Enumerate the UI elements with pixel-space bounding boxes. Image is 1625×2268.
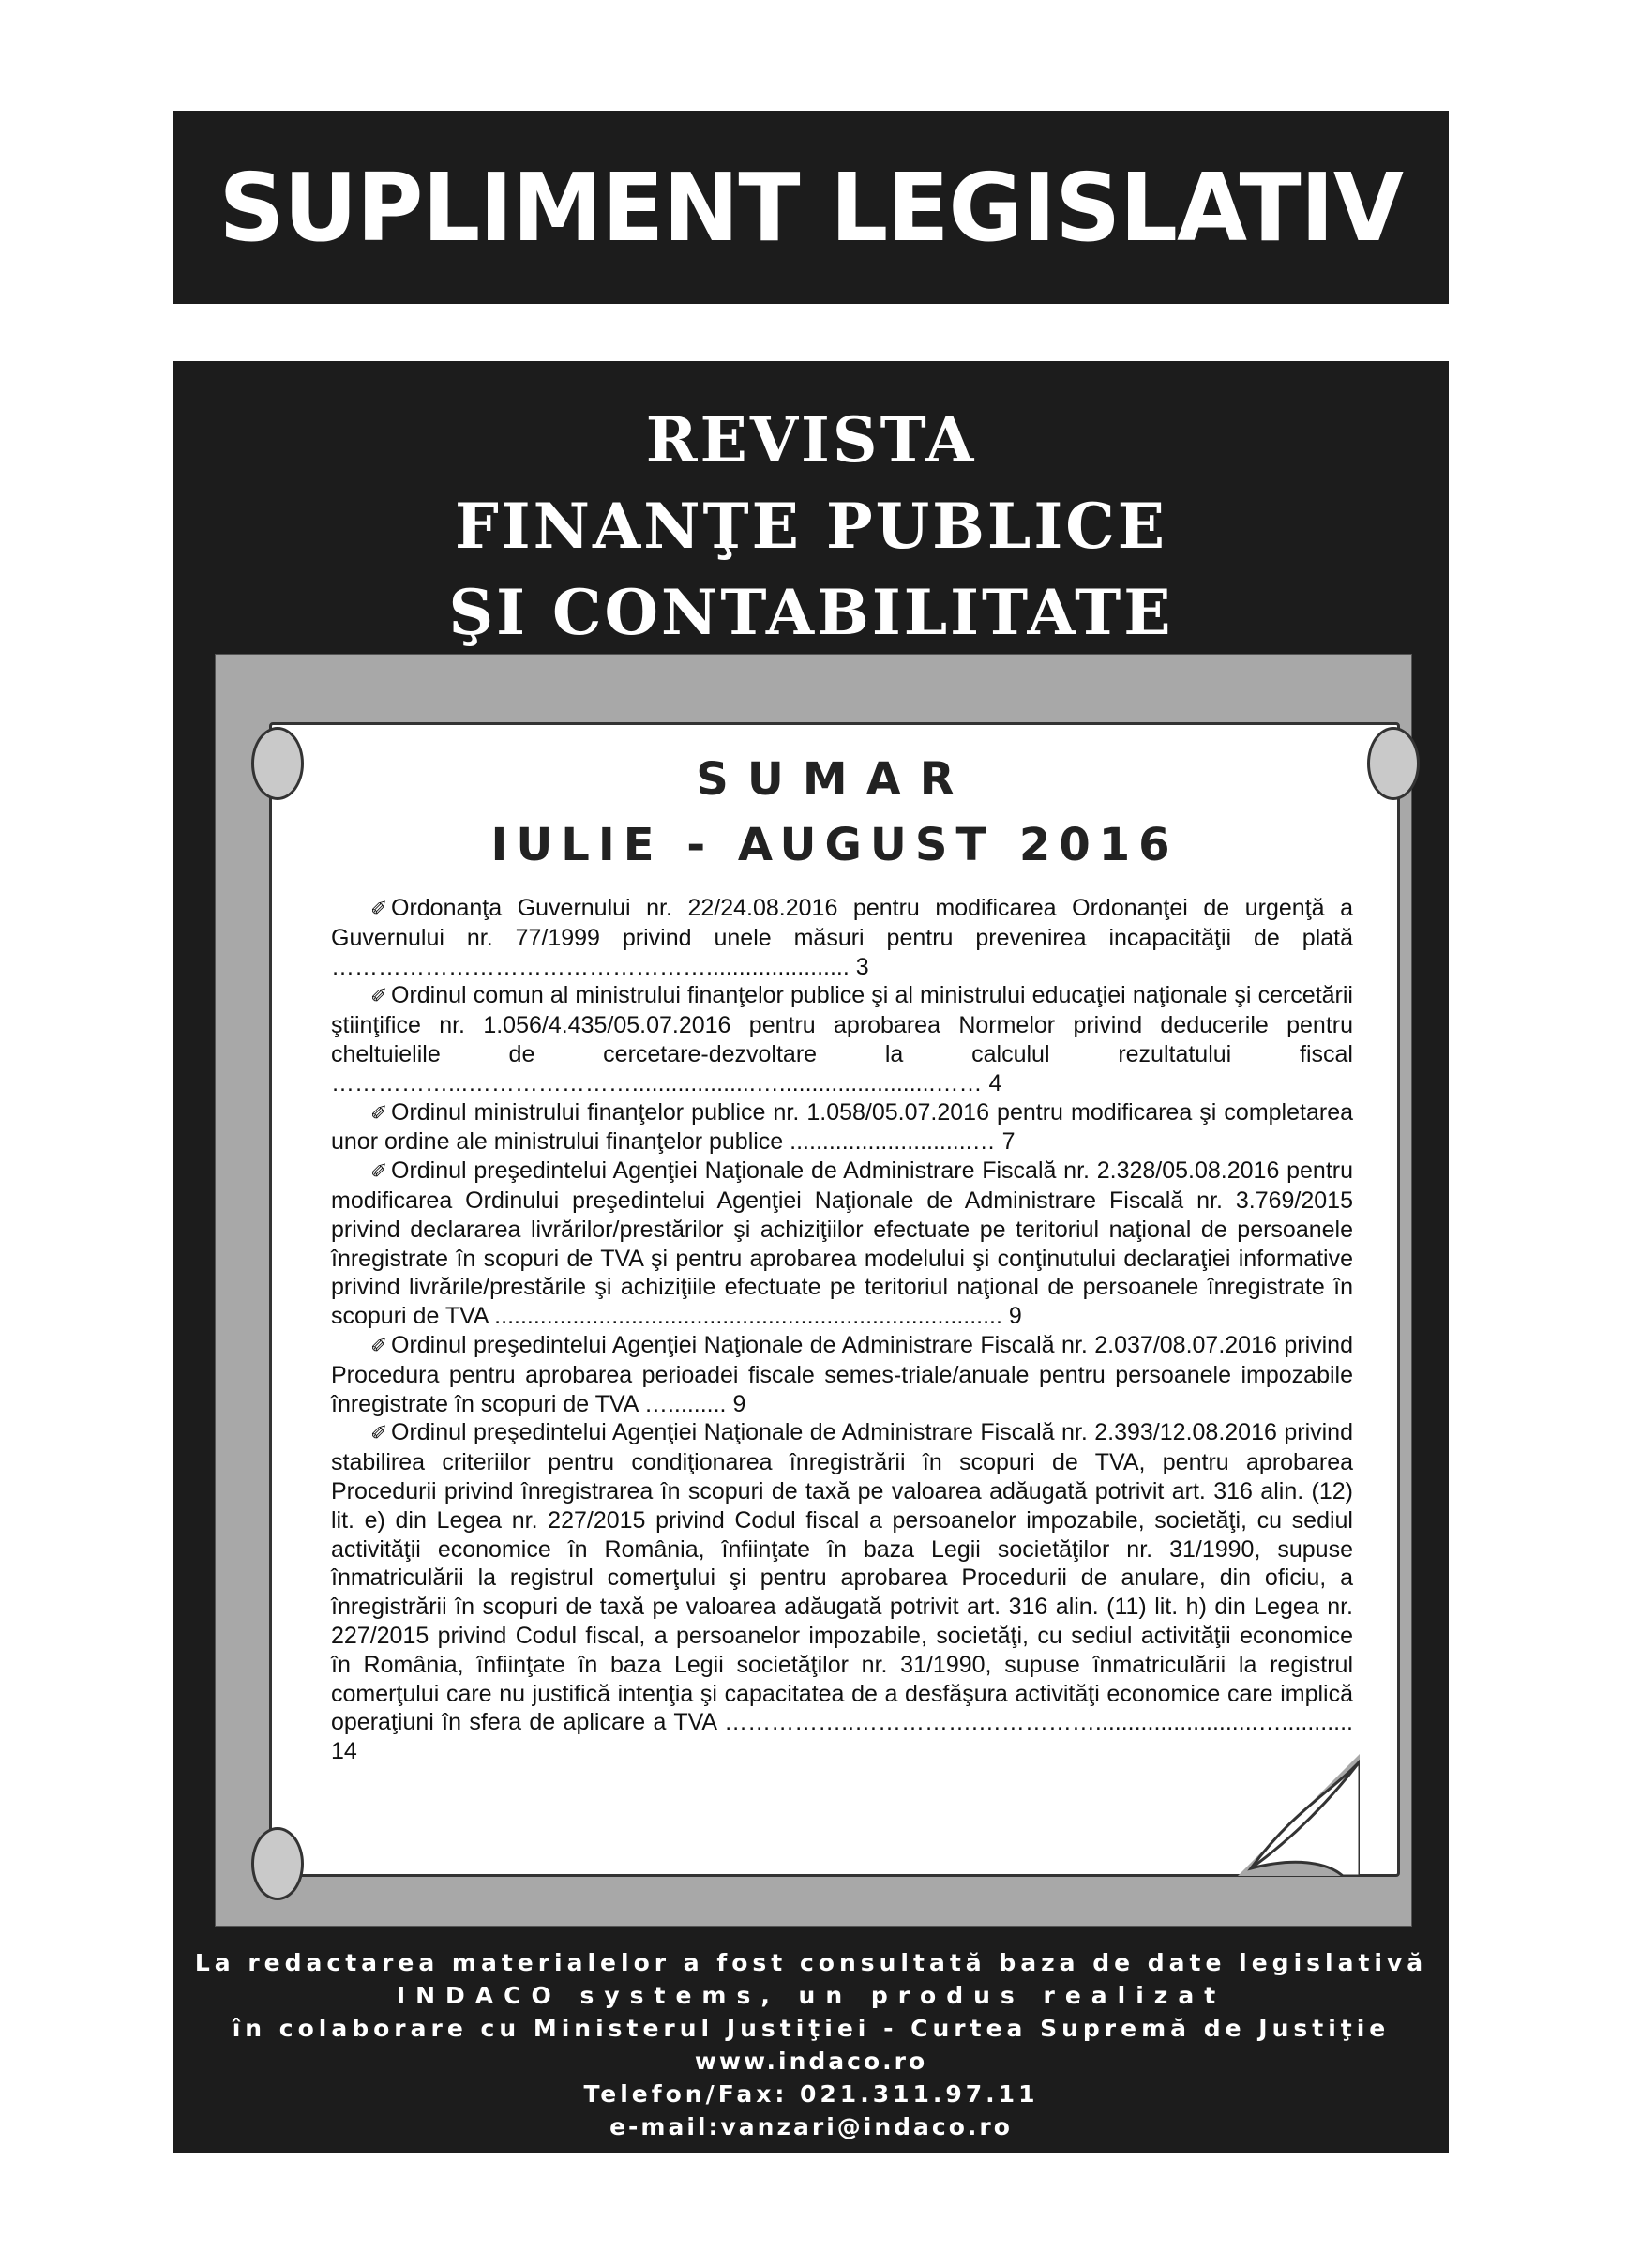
toc-entry-text: Ordinul preşedintelui Agenţiei Naţionale de Administrare Fiscală nr. 2.328/05.08.2016 pentru modificarea Ordinului preşedintelui Agenţiei Naţionale de Administrare Fiscală nr. 3.769/2015 privind declararea livrărilor/prestărilor şi achiziţiilor efectuate pe teritoriul naţional de persoanele înregistrate în scopuri de TVA şi pentru aprobarea modelului şi conţinutului declaraţiei informative privind livrările/prestările şi achiziţiile efectuate pe teritoriul naţional de persoanele înregistrate în scopuri de TVA xyxy=(331,1157,1353,1330)
pencil-icon: ✐ xyxy=(370,1421,388,1445)
supplement-title: SUPLIMENT LEGISLATIV xyxy=(218,152,1404,263)
footer-line: în colaborare cu Ministerul Justiţiei - Curtea Supremă de Justiţie xyxy=(232,2015,1391,2042)
toc-entry: ✐ Ordinul preşedintelui Agenţiei Naţionale de Administrare Fiscală nr. 2.328/05.08.2016 pentru modificarea Ordinului preşedintelui Agenţiei Naţionale de Administrare Fiscală nr. 3.769/2015 privind declararea livrărilor/prestărilor şi achiziţiilor efectuate pe teritoriul naţional de persoanele înregistrate în scopuri de TVA şi pentru aprobarea modelului şi conţinutului declaraţiei informative privind livrările/prestările şi achiziţiile efectuate pe teritoriul naţional de persoanele înregistrate în scopuri de TVA .............................................................................. 9 xyxy=(331,1157,1353,1330)
toc-entry: ✐ Ordinul preşedintelui Agenţiei Naţionale de Administrare Fiscală nr. 2.037/08.07.2016 privind Procedura pentru aprobarea perioadei fiscale semes-triale/anuale pentru persoanele impozabile înregistrate în scopuri de TVA …......... 9 xyxy=(331,1331,1353,1417)
footer-website: www.indaco.ro xyxy=(694,2048,928,2075)
issue-date: IULIE - AUGUST 2016 xyxy=(490,819,1179,871)
toc-entry: ✐ Ordinul comun al ministrului finanţelor publice şi al ministrului educaţiei naţionale şi cercetării ştiinţifice nr. 1.056/4.435/05.07.2016 pentru aprobarea Normelor privind deducerile pentru cheltuielile de cercetare-dezvoltare la calculul rezultatului fiscal ……………...…………………...................…........................…… 4 xyxy=(331,982,1353,1096)
toc-entry-text: Ordinul ministrului finanţelor publice nr. 1.058/05.07.2016 pentru modificarea şi completarea unor ordine ale ministrului finanţelor publice xyxy=(331,1098,1353,1156)
toc-entry: ✐ Ordinul preşedintelui Agenţiei Naţionale de Administrare Fiscală nr. 2.393/12.08.2016 privind stabilirea criteriilor pentru condiţionarea înregistrării în scopuri de TVA, pentru aprobarea Procedurii privind înregistrarea în scopuri de taxă pe valoarea adăugată potrivit art. 316 alin. (12) lit. e) din Legea nr. 227/2015 privind Codul fiscal a persoanelor impozabile, societăţi, cu sediul activităţii economice în România, înfiinţate în baza Legii societăţilor nr. 31/1990, supuse înmatriculării la registrul comerţului şi pentru aprobarea Procedurii de anulare, din oficiu, a înregistrării în scopuri de taxă pe valoarea adăugată potrivit art. 316 alin. (11) lit. h) din Legea nr. 227/2015 privind Codul fiscal, a persoanelor impozabile, societăţi, cu sediul activităţii economice în România, înfiinţate în baza Legii societăţilor nr. 31/1990, supuse înmatriculării la registrul comerţului care nu justifică intenţia şi capacitatea de a desfăşura activităţi economice care implică operaţiuni în sfera de aplicare a TVA ……………..…………….…………….........................…........... 14 xyxy=(331,1419,1353,1765)
journal-title-line2: FINANŢE PUBLICE xyxy=(454,490,1168,563)
toc-entry-page: 7 xyxy=(1001,1128,1016,1156)
pin-icon xyxy=(251,1827,304,1900)
journal-title-line3: ŞI CONTABILITATE xyxy=(448,576,1174,649)
toc-entry-page: 4 xyxy=(988,1069,1002,1096)
toc-entry-text: Ordinul preşedintelui Agenţiei Naţionale de Administrare Fiscală nr. 2.393/12.08.2016 privind stabilirea criteriilor pentru condiţionarea înregistrării în scopuri de TVA, pentru aprobarea Procedurii privind înregistrarea în scopuri de taxă pe valoarea adăugată potrivit art. 316 alin. (12) lit. e) din Legea nr. 227/2015 privind Codul fiscal a persoanelor impozabile, societăţi, cu sediul activităţii economice în România, înfiinţate în baza Legii societăţilor nr. 31/1990, supuse înmatriculării la registrul comerţului şi pentru aprobarea Procedurii de anulare, din oficiu, a înregistrării în scopuri de taxă pe valoarea adăugată potrivit art. 316 alin. (11) lit. h) din Legea nr. 227/2015 privind Codul fiscal, a persoanelor impozabile, societăţi, cu sediul activităţii economice în România, înfiinţate în baza Legii societăţilor nr. 31/1990, supuse înmatriculării la registrul comerţului care nu justifică intenţia şi capacitatea de a desfăşura activităţi economice care implică operaţiuni în sfera de aplicare a TVA xyxy=(331,1419,1353,1736)
summary-paper xyxy=(269,722,1400,1877)
toc-entry-page: 14 xyxy=(331,1738,357,1765)
journal-block xyxy=(173,361,1449,2153)
footer-email: e-mail:vanzari@indaco.ro xyxy=(609,2113,1013,2140)
toc-entry-text: Ordonanţa Guvernului nr. 22/24.08.2016 pentru modificarea Ordonanţei de urgenţă a Guvernului nr. 77/1999 privind unele măsuri pentru prevenirea incapacităţii de plată xyxy=(331,895,1353,951)
summary-heading: SUMAR xyxy=(696,753,973,806)
pencil-icon: ✐ xyxy=(370,1100,388,1125)
toc-entry-text: Ordinul preşedintelui Agenţiei Naţionale de Administrare Fiscală nr. 2.037/08.07.2016 privind Procedura pentru aprobarea perioadei fiscale semes-triale/anuale pentru persoanele impozabile înregistrate în scopuri de TVA xyxy=(331,1331,1353,1417)
title-banner xyxy=(173,111,1449,304)
toc-entry: ✐ Ordonanţa Guvernului nr. 22/24.08.2016 pentru modificarea Ordonanţei de urgenţă a Guvernului nr. 77/1999 privind unele măsuri pentru prevenirea incapacităţii de plată …………………………………………...................... 3 xyxy=(331,895,1353,980)
pencil-icon: ✐ xyxy=(370,1159,388,1184)
footer-line: La redactarea materialelor a fost consultată baza de date legislativă xyxy=(194,1949,1428,1976)
footer-phone: Telefon/Fax: 021.311.97.11 xyxy=(583,2080,1039,2108)
toc-entry-page: 3 xyxy=(855,953,869,980)
table-of-contents xyxy=(331,894,1353,1766)
grey-panel xyxy=(215,654,1412,1927)
footer-credits xyxy=(173,1946,1449,2143)
journal-title xyxy=(173,397,1449,656)
pencil-icon: ✐ xyxy=(370,1333,388,1357)
pencil-icon: ✐ xyxy=(370,984,388,1008)
page-curl-icon xyxy=(1238,1754,1360,1876)
footer-line: INDACO systems, un produs realizat xyxy=(396,1982,1226,2009)
toc-entry-page: 9 xyxy=(1008,1303,1022,1330)
pencil-icon: ✐ xyxy=(370,897,388,920)
toc-entry-text: Ordinul comun al ministrului finanţelor publice şi al ministrului educaţiei naţionale şi cercetării ştiinţifice nr. 1.056/4.435/05.07.2016 pentru aprobarea Normelor privind deducerile pentru cheltuielile de cercetare-dezvoltare la calculul rezultatului fiscal xyxy=(331,982,1353,1067)
toc-entry: ✐ Ordinul ministrului finanţelor publice nr. 1.058/05.07.2016 pentru modificarea şi completarea unor ordine ale ministrului finanţelor publice ............................… 7 xyxy=(331,1098,1353,1156)
journal-title-line1: REVISTA xyxy=(645,403,977,476)
toc-entry-page: 9 xyxy=(732,1390,746,1417)
